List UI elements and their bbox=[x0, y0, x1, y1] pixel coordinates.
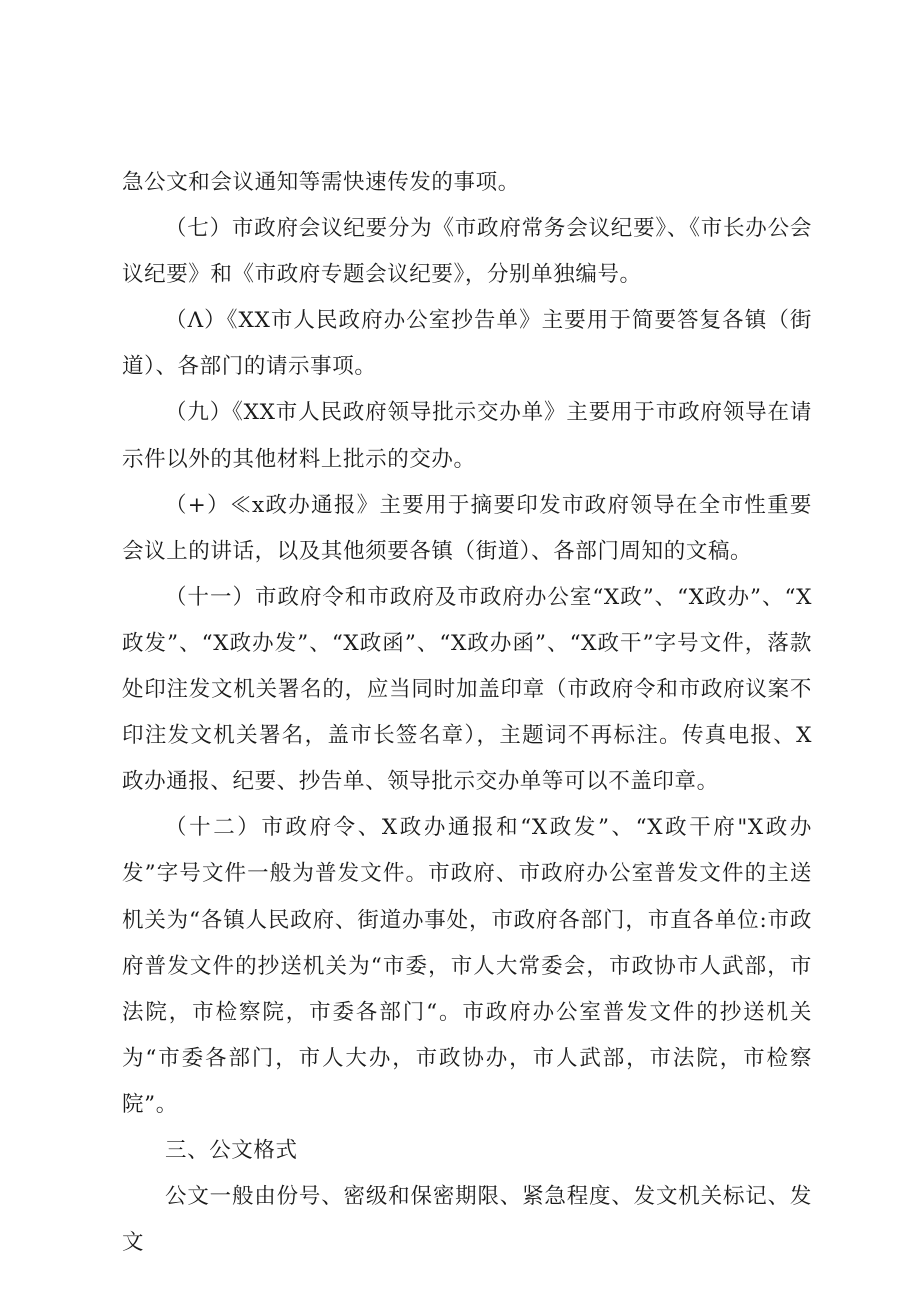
paragraph-item-10: （+）≪x政办通报》主要用于摘要印发市政府领导在全市性重要会议上的讲话，以及其他须要各镇（街道）、各部门周知的文稿。 bbox=[122, 492, 812, 564]
paragraph-item-11: （十一）市政府令和市政府及市政府办公室“X政”、“X政办”、“X政发”、“X政办发”、“X政函”、“X政办函”、“X政干”字号文件，落款处印注发文机关署名的，应当同时加盖印章（市政府令和市政府议案不印注发文机关署名，盖市长签名章），主题词不再标注。传真电报、X政办通报、纪要、抄告单、领导批示交办单等可以不盖印章。 bbox=[122, 584, 812, 795]
document-body bbox=[122, 160, 812, 1266]
section-heading: 三、公文格式 bbox=[165, 1137, 298, 1163]
paragraph-item-12: （十二）市政府令、X政办通报和“X政发”、“X政干府"X政办发”字号文件一般为普发文件。市政府、市政府办公室普发文件的主送机关为“各镇人民政府、街道办事处，市政府各部门，市直各单位:市政府普发文件的抄送机关为“市委，市人大常委会，市政协市人武部，市法院，市检察院，市委各部门“。市政府办公室普发文件的抄送机关为“市委各部门，市人大办，市政协办，市人武部，市法院，市检察院”。 bbox=[122, 815, 812, 1117]
paragraph-item-8: （Λ）《XX市人民政府办公室抄告单》主要用于简要答复各镇（街道）、各部门的请示事项。 bbox=[122, 308, 812, 380]
paragraph-format-intro: 公文一般由份号、密级和保密期限、紧急程度、发文机关标记、发文 bbox=[122, 1184, 812, 1256]
paragraph-continuation: 急公文和会议通知等需快速传发的事项。 bbox=[122, 170, 520, 195]
paragraph-item-9: （九）《XX市人民政府领导批示交办单》主要用于市政府领导在请示件以外的其他材料上批示的交办。 bbox=[122, 400, 812, 472]
paragraph-item-7: （七）市政府会议纪要分为《市政府常务会议纪要》、《市长办公会议纪要》和《市政府专题会议纪要》，分别单独编号。 bbox=[122, 216, 812, 288]
